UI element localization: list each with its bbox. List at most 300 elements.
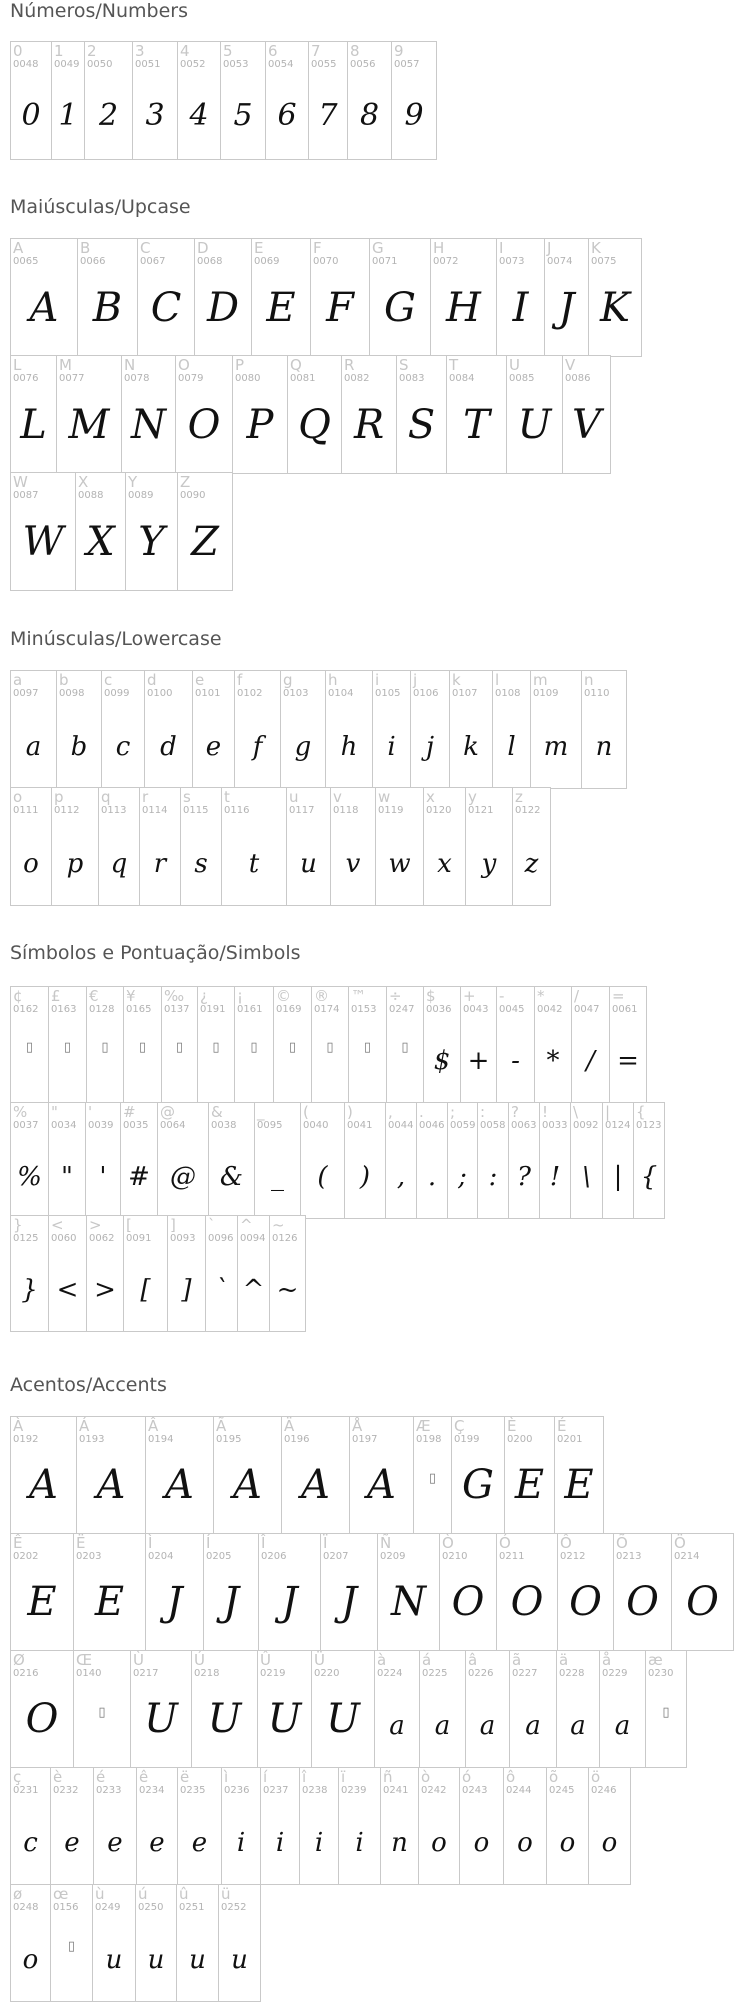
character-code: 0209 xyxy=(380,1551,406,1562)
glyph-preview: 9 xyxy=(404,98,424,133)
character-label: Ú xyxy=(194,1651,205,1669)
character-code: 0086 xyxy=(565,373,591,384)
character-code: 0237 xyxy=(263,1785,289,1796)
glyph-cell xyxy=(192,670,235,789)
glyph-preview: J xyxy=(281,1579,298,1625)
glyph-cell xyxy=(232,355,288,474)
character-code: 0102 xyxy=(237,688,263,699)
character-code: 0202 xyxy=(13,1551,39,1562)
glyph-preview: u xyxy=(105,1945,123,1975)
glyph-preview: a xyxy=(479,1711,496,1741)
glyph-preview: N xyxy=(131,402,166,448)
glyph-cell xyxy=(208,1102,255,1219)
glyph-preview: Q xyxy=(298,402,331,448)
glyph-preview: o xyxy=(431,1828,447,1858)
character-label: ç xyxy=(13,1768,22,1786)
character-label: € xyxy=(89,987,99,1005)
glyph-preview: C xyxy=(150,285,182,331)
character-label: Z xyxy=(180,473,191,491)
glyph-cell xyxy=(556,1650,600,1768)
character-label: 7 xyxy=(311,42,321,60)
character-code: 0116 xyxy=(224,805,250,816)
character-code: 0105 xyxy=(375,688,401,699)
glyph-cell xyxy=(372,670,411,789)
glyph-preview: * xyxy=(546,1046,560,1076)
character-label: Ü xyxy=(314,1651,325,1669)
glyph-preview: . xyxy=(427,1162,437,1192)
glyph-preview: d xyxy=(160,732,177,762)
glyph-cell xyxy=(588,238,642,357)
glyph-cell xyxy=(260,1767,300,1885)
character-label: { xyxy=(636,1103,646,1121)
character-code: 0088 xyxy=(78,490,104,501)
character-label: ; xyxy=(450,1103,456,1121)
glyph-preview: ) xyxy=(359,1162,371,1192)
glyph-cell xyxy=(391,41,437,160)
character-label: a xyxy=(13,671,23,689)
character-code: 0083 xyxy=(399,373,425,384)
missing-glyph-box: ▯ xyxy=(138,1040,147,1055)
glyph-preview: p xyxy=(66,849,84,879)
character-label: ù xyxy=(95,1885,105,1903)
character-code: 0067 xyxy=(140,256,166,267)
character-code: 0249 xyxy=(95,1902,121,1913)
glyph-preview: U xyxy=(326,1696,360,1742)
glyph-cell xyxy=(130,1650,192,1768)
character-code: 0250 xyxy=(138,1902,164,1913)
character-label: J xyxy=(547,239,552,257)
character-label: E xyxy=(254,239,264,257)
character-label: V xyxy=(565,356,576,374)
glyph-preview: | xyxy=(613,1162,623,1192)
character-code: 0140 xyxy=(76,1668,102,1679)
glyph-cell xyxy=(48,1102,86,1219)
character-code: 0218 xyxy=(194,1668,220,1679)
character-label: 9 xyxy=(394,42,404,60)
character-code: 0126 xyxy=(272,1233,298,1244)
character-code: 0191 xyxy=(200,1004,226,1015)
character-label: î xyxy=(302,1768,307,1786)
glyph-cell xyxy=(396,355,447,474)
glyph-preview: U xyxy=(207,1696,242,1742)
character-code: 0104 xyxy=(328,688,354,699)
glyph-preview: j xyxy=(425,732,435,762)
glyph-preview: g xyxy=(294,732,312,762)
character-label: Q xyxy=(290,356,302,374)
character-label: | xyxy=(605,1103,611,1121)
glyph-preview: D xyxy=(206,285,240,331)
character-label: / xyxy=(574,987,580,1005)
character-code: 0049 xyxy=(54,59,80,70)
character-label: 4 xyxy=(180,42,190,60)
glyph-preview: = xyxy=(617,1046,639,1076)
glyph-preview: z xyxy=(524,849,539,879)
glyph-preview: E xyxy=(266,285,296,331)
glyph-cell xyxy=(320,1533,378,1651)
glyph-cell xyxy=(10,1533,74,1651)
character-code: 0060 xyxy=(51,1233,77,1244)
glyph-preview: % xyxy=(17,1162,42,1192)
character-code: 0073 xyxy=(499,256,525,267)
character-code: 0214 xyxy=(674,1551,700,1562)
character-code: 0204 xyxy=(148,1551,174,1562)
character-label: b xyxy=(59,671,69,689)
character-code: 0063 xyxy=(511,1120,537,1131)
character-label: C xyxy=(140,239,151,257)
character-label: Ë xyxy=(76,1534,86,1552)
character-label: Ñ xyxy=(380,1534,392,1552)
character-label: G xyxy=(372,239,384,257)
character-label: H xyxy=(433,239,445,257)
glyph-cell xyxy=(51,787,99,906)
character-label: } xyxy=(13,1216,23,1234)
character-code: 0234 xyxy=(139,1785,165,1796)
glyph-preview: X xyxy=(86,519,115,565)
glyph-preview: G xyxy=(384,285,416,331)
glyph-cell xyxy=(330,787,376,906)
character-label: + xyxy=(463,987,476,1005)
glyph-cell xyxy=(539,1102,571,1219)
glyph-cell xyxy=(123,986,162,1103)
glyph-preview: a xyxy=(389,1711,405,1741)
glyph-cell xyxy=(10,472,76,591)
character-label: S xyxy=(399,356,409,374)
character-label: ` xyxy=(208,1216,216,1234)
glyph-cell xyxy=(280,670,326,789)
glyph-preview: A xyxy=(29,1462,58,1508)
character-label: 0 xyxy=(13,42,23,60)
character-label: f xyxy=(237,671,243,689)
glyph-preview: E xyxy=(27,1579,57,1625)
glyph-preview: o xyxy=(23,849,39,879)
glyph-cell xyxy=(86,1215,124,1332)
glyph-preview: Z xyxy=(191,519,219,565)
glyph-cell xyxy=(311,986,349,1103)
character-label: â xyxy=(468,1651,478,1669)
glyph-preview: U xyxy=(267,1696,302,1742)
glyph-cell xyxy=(161,986,198,1103)
character-code: 0069 xyxy=(254,256,280,267)
character-label: Û xyxy=(260,1651,271,1669)
glyph-cell xyxy=(349,1416,414,1534)
character-code: 0070 xyxy=(313,256,339,267)
missing-glyph-box: ▯ xyxy=(326,1040,334,1055)
section-title: Números/Numbers xyxy=(10,0,188,22)
character-code: 0043 xyxy=(463,1004,489,1015)
character-label: Õ xyxy=(616,1534,628,1552)
character-code: 0198 xyxy=(416,1434,442,1445)
glyph-cell xyxy=(286,787,331,906)
character-code: 0227 xyxy=(512,1668,538,1679)
missing-glyph-box: ▯ xyxy=(25,1040,34,1055)
character-label: ó xyxy=(462,1768,472,1786)
glyph-cell xyxy=(338,1767,381,1885)
character-code: 0156 xyxy=(53,1902,79,1913)
glyph-preview: ~ xyxy=(276,1275,299,1305)
character-code: 0161 xyxy=(237,1004,263,1015)
character-code: 0206 xyxy=(261,1551,287,1562)
character-label: M xyxy=(59,356,72,374)
character-label: g xyxy=(283,671,293,689)
character-label: À xyxy=(13,1417,24,1435)
glyph-preview: a xyxy=(614,1711,631,1741)
missing-glyph-box: ▯ xyxy=(212,1040,220,1055)
character-label: ì xyxy=(224,1768,229,1786)
character-label: $ xyxy=(426,987,436,1005)
glyph-cell xyxy=(48,1215,87,1332)
glyph-cell xyxy=(167,1215,206,1332)
character-label: ò xyxy=(421,1768,431,1786)
character-code: 0123 xyxy=(636,1120,662,1131)
character-label: 6 xyxy=(268,42,278,60)
glyph-cell xyxy=(348,986,387,1103)
glyph-cell xyxy=(237,1215,270,1332)
character-label: Ì xyxy=(148,1534,153,1552)
glyph-preview: o xyxy=(559,1828,576,1858)
glyph-cell xyxy=(144,670,193,789)
character-label: ñ xyxy=(383,1768,393,1786)
glyph-preview: a xyxy=(525,1711,541,1741)
character-label: l xyxy=(495,671,500,689)
glyph-preview: q xyxy=(110,849,128,879)
character-label: Ç xyxy=(454,1417,465,1435)
character-label: Æ xyxy=(416,1417,431,1435)
glyph-cell xyxy=(86,986,124,1103)
character-label: % xyxy=(13,1103,28,1121)
glyph-preview: i xyxy=(236,1828,246,1858)
character-label: é xyxy=(96,1768,106,1786)
character-label: r xyxy=(142,788,149,806)
glyph-preview: J xyxy=(558,285,575,331)
character-code: 0244 xyxy=(506,1785,532,1796)
character-code: 0093 xyxy=(170,1233,196,1244)
glyph-cell xyxy=(203,1533,259,1651)
character-code: 0054 xyxy=(268,59,294,70)
character-label: [ xyxy=(126,1216,132,1234)
character-code: 0162 xyxy=(13,1004,39,1015)
glyph-preview: U xyxy=(144,1696,178,1742)
character-code: 0057 xyxy=(394,59,420,70)
glyph-cell xyxy=(120,1102,158,1219)
character-label: m xyxy=(533,671,548,689)
character-code: 0213 xyxy=(616,1551,642,1562)
glyph-preview: b xyxy=(70,732,88,762)
glyph-cell xyxy=(562,355,611,474)
character-code: 0094 xyxy=(240,1233,266,1244)
glyph-preview: " xyxy=(61,1162,73,1192)
character-label: ë xyxy=(180,1768,190,1786)
glyph-cell xyxy=(273,986,312,1103)
glyph-cell xyxy=(177,1767,222,1885)
character-label: , xyxy=(388,1103,393,1121)
glyph-preview: - xyxy=(511,1046,520,1076)
glyph-cell xyxy=(504,1416,555,1534)
glyph-cell xyxy=(176,1884,219,2002)
character-code: 0074 xyxy=(547,256,573,267)
character-code: 0235 xyxy=(180,1785,206,1796)
character-code: 0220 xyxy=(314,1668,340,1679)
character-code: 0200 xyxy=(507,1434,533,1445)
character-code: 0078 xyxy=(124,373,150,384)
glyph-cell xyxy=(197,986,235,1103)
character-label: ÷ xyxy=(389,987,402,1005)
character-label: w xyxy=(378,788,391,806)
glyph-cell xyxy=(347,41,392,160)
glyph-cell xyxy=(234,986,274,1103)
character-code: 0245 xyxy=(549,1785,575,1796)
character-code: 0040 xyxy=(303,1120,329,1131)
character-label: ä xyxy=(559,1651,569,1669)
glyph-preview: M xyxy=(68,402,110,448)
glyph-preview: a xyxy=(434,1711,451,1741)
glyph-cell xyxy=(410,670,450,789)
character-label: # xyxy=(123,1103,136,1121)
glyph-cell xyxy=(633,1102,665,1219)
character-code: 0065 xyxy=(13,256,39,267)
missing-glyph-box: ▯ xyxy=(363,1040,372,1055)
missing-glyph-box: ▯ xyxy=(250,1040,258,1055)
character-label: í xyxy=(263,1768,268,1786)
character-label: Ï xyxy=(323,1534,328,1552)
character-code: 0092 xyxy=(573,1120,599,1131)
glyph-cell xyxy=(512,787,551,906)
character-code: 0071 xyxy=(372,256,398,267)
character-code: 0194 xyxy=(148,1434,174,1445)
character-code: 0037 xyxy=(13,1120,39,1131)
character-label: Á xyxy=(79,1417,90,1435)
glyph-cell xyxy=(287,355,342,474)
glyph-cell xyxy=(10,1650,74,1768)
glyph-preview: O xyxy=(626,1579,659,1625)
character-label: D xyxy=(197,239,209,257)
glyph-preview: B xyxy=(92,285,123,331)
character-code: 0118 xyxy=(333,805,359,816)
character-label: ! xyxy=(542,1103,549,1121)
character-code: 0122 xyxy=(515,805,541,816)
glyph-cell xyxy=(10,670,57,789)
glyph-preview: A xyxy=(233,1462,262,1508)
glyph-cell xyxy=(671,1533,734,1651)
glyph-preview: J xyxy=(166,1579,183,1625)
glyph-cell xyxy=(496,238,545,357)
character-code: 0095 xyxy=(257,1120,283,1131)
character-code: 0228 xyxy=(559,1668,585,1679)
character-code: 0058 xyxy=(480,1120,506,1131)
character-code: 0238 xyxy=(302,1785,328,1796)
glyph-cell xyxy=(570,1102,603,1219)
character-code: 0096 xyxy=(208,1233,234,1244)
glyph-preview: A xyxy=(96,1462,126,1508)
glyph-preview: E xyxy=(514,1462,545,1508)
glyph-preview: o xyxy=(22,1945,39,1975)
glyph-preview: k xyxy=(463,732,479,762)
glyph-preview: R xyxy=(353,402,385,448)
glyph-preview: , xyxy=(396,1162,406,1192)
glyph-cell xyxy=(534,986,572,1103)
character-label: * xyxy=(537,987,545,1005)
glyph-cell xyxy=(75,472,126,591)
character-code: 0035 xyxy=(123,1120,149,1131)
character-label: 2 xyxy=(87,42,97,60)
glyph-preview: _ xyxy=(271,1162,284,1192)
character-label: ) xyxy=(347,1103,353,1121)
glyph-cell xyxy=(50,1767,94,1885)
glyph-preview: ( xyxy=(317,1162,328,1192)
character-label: s xyxy=(183,788,191,806)
glyph-preview: [ xyxy=(140,1275,151,1305)
glyph-cell xyxy=(430,238,497,357)
character-label: Í xyxy=(206,1534,211,1552)
glyph-cell xyxy=(496,986,535,1103)
glyph-cell xyxy=(503,1767,547,1885)
glyph-preview: J xyxy=(222,1579,240,1625)
glyph-preview: O xyxy=(686,1579,719,1625)
glyph-preview: < xyxy=(56,1275,79,1305)
character-code: 0232 xyxy=(53,1785,79,1796)
character-code: 0091 xyxy=(126,1233,152,1244)
glyph-preview: l xyxy=(507,732,516,762)
glyph-cell xyxy=(508,1102,540,1219)
character-label: Ó xyxy=(499,1534,511,1552)
character-label: Ê xyxy=(13,1534,23,1552)
glyph-preview: A xyxy=(165,1462,194,1508)
character-code: 0066 xyxy=(80,256,106,267)
glyph-preview: 0 xyxy=(21,98,41,133)
character-label: É xyxy=(557,1417,567,1435)
section-title: Maiúsculas/Upcase xyxy=(10,196,191,218)
glyph-preview: 7 xyxy=(318,98,338,133)
glyph-cell xyxy=(377,1533,440,1651)
section-title: Minúsculas/Lowercase xyxy=(10,628,222,650)
glyph-preview: u xyxy=(231,1945,248,1975)
glyph-preview: a xyxy=(25,732,42,762)
character-code: 0241 xyxy=(383,1785,409,1796)
character-code: 0085 xyxy=(509,373,535,384)
section-title: Acentos/Accents xyxy=(10,1374,167,1396)
glyph-preview: y xyxy=(481,849,497,879)
glyph-preview: t xyxy=(248,849,260,879)
glyph-cell xyxy=(10,1416,77,1534)
glyph-preview: } xyxy=(21,1275,38,1305)
character-label: ü xyxy=(221,1885,231,1903)
character-code: 0251 xyxy=(179,1902,205,1913)
character-code: 0047 xyxy=(574,1004,600,1015)
glyph-cell xyxy=(299,1767,339,1885)
glyph-cell xyxy=(125,472,178,591)
character-code: 0225 xyxy=(422,1668,448,1679)
glyph-preview: V xyxy=(572,402,601,448)
glyph-preview: ^ xyxy=(242,1275,265,1305)
glyph-cell xyxy=(281,1416,350,1534)
character-label: y xyxy=(468,788,477,806)
glyph-preview: i xyxy=(275,1828,285,1858)
character-code: 0201 xyxy=(557,1434,583,1445)
glyph-preview: Y xyxy=(138,519,165,565)
character-code: 0236 xyxy=(224,1785,250,1796)
character-label: i xyxy=(375,671,380,689)
character-label: T xyxy=(449,356,459,374)
character-label: È xyxy=(507,1417,517,1435)
character-code: 0120 xyxy=(426,805,452,816)
character-code: 0052 xyxy=(180,59,206,70)
glyph-preview: e xyxy=(107,1828,123,1858)
glyph-preview: i xyxy=(355,1828,364,1858)
missing-glyph-box: ▯ xyxy=(63,1040,72,1055)
character-label: z xyxy=(515,788,523,806)
glyph-cell xyxy=(530,670,582,789)
character-code: 0090 xyxy=(180,490,206,501)
missing-glyph-box: ▯ xyxy=(428,1471,437,1486)
